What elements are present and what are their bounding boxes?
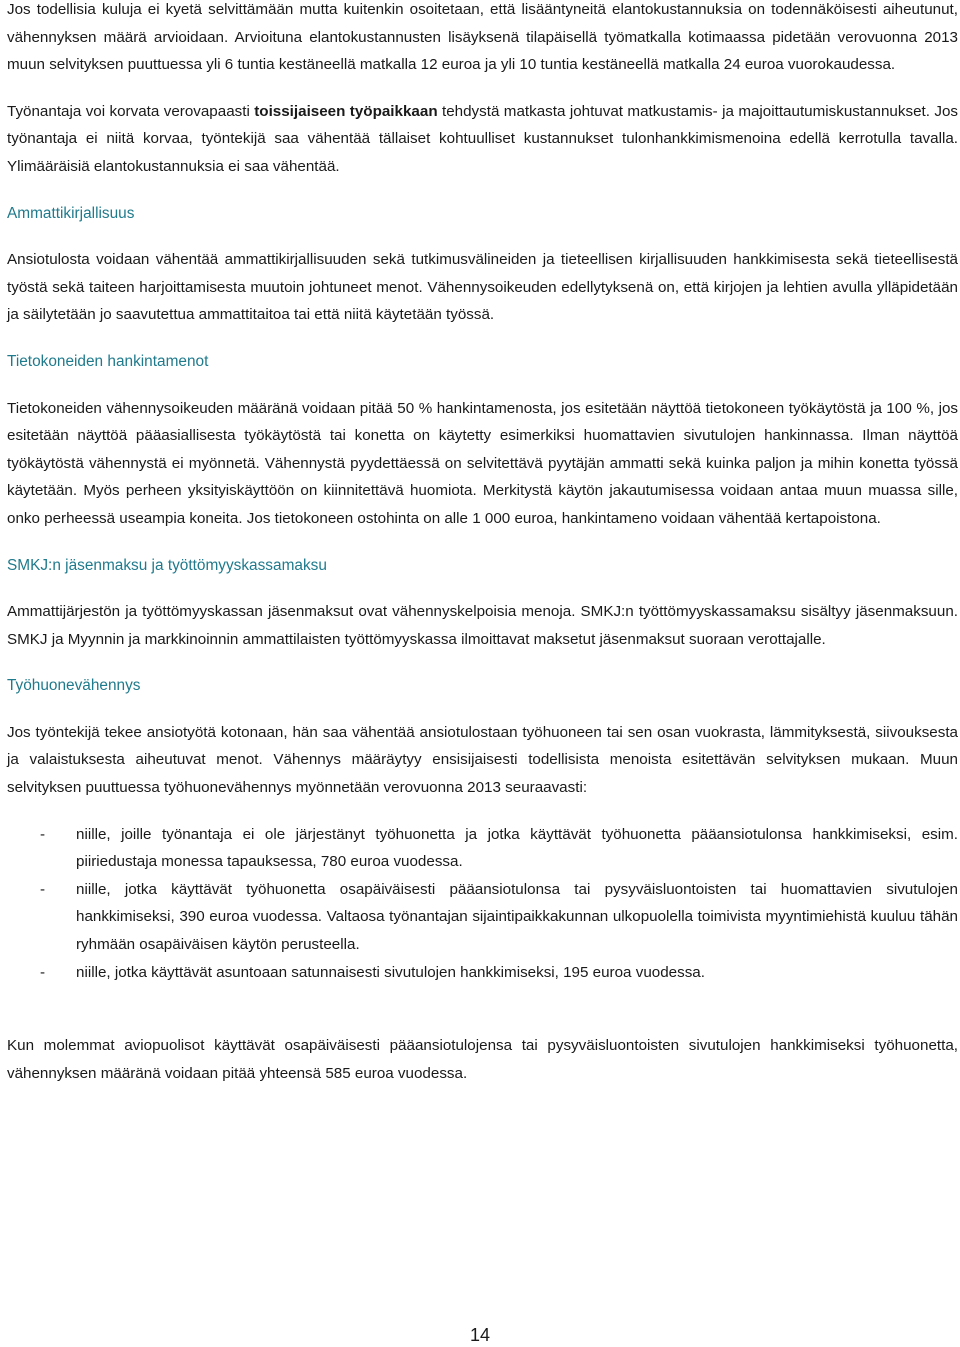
tyohuone-list — [7, 821, 958, 987]
dash-bullet: - — [40, 825, 46, 843]
heading-smkj: SMKJ:n jäsenmaksu ja työttömyyskassamaksu — [7, 556, 327, 574]
heading-ammattikirjallisuus: Ammattikirjallisuus — [7, 204, 135, 222]
paragraph-aviopuolisot: Kun molemmat aviopuolisot käyttävät osapäiväisesti pääansiotulojensa tai pysyväisluontoisten sivutulojen hankkimiseksi työhuonetta, vähennyksen määränä voidaan pitää yhteensä 585 euroa vuodessa. — [7, 1037, 958, 1082]
paragraph-text: tehdystä matkasta johtuvat matkustamis- ja majoittautumiskustannukset. Jos työnantaja ei niitä korvaa, työntekijä saa vähentää tällaiset kohtuulliset kustannukset tulonhankkimismenoina edellä kerrotulla tavalla. Ylimääräisiä elantokustannuksia ei saa vähentää. — [7, 102, 958, 175]
list-item — [7, 959, 958, 987]
bold-term: toissijaiseen työpaikkaan — [254, 102, 438, 120]
paragraph-elantokustannukset: Jos todellisia kuluja ei kyetä selvittämään mutta kuitenkin osoitetaan, että lisääntyneitä elantokustannuksia on todennäköisesti aiheutunut, vähennyksen määrä arvioidaan. Arvioituna elantokustannusten lisäyksenä tilapäisellä työmatkalla kotimaassa pidetään verovuonna 2013 muun selvityksen puuttuessa yli 6 tuntia kestäneellä matkalla 12 euroa ja yli 10 tuntia kestäneellä matkalla 24 euroa vuorokaudessa. — [7, 1, 958, 74]
paragraph-tyohuone: Jos työntekijä tekee ansiotyötä kotonaan, hän saa vähentää ansiotulostaan työhuoneen tai sen osan vuokrasta, lämmityksestä, siivouksesta ja valaistuksesta aiheutuvat menot. Vähennys määräytyy ensisijaisesti todellisista menoista esitettävän selvityksen mukaan. Muun selvityksen puuttuessa työhuonevähennys myönnetään verovuonna 2013 seuraavasti: — [7, 723, 958, 797]
list-item-text: niille, jotka käyttävät työhuonetta osapäiväisesti pääansiotulonsa tai pysyväisluontoisten tai huomattavien sivutulojen hankkimiseksi, 390 euroa vuodessa. Valtaosa työnantajan sijaintipaikkakunnan ulkopuolella toimivista myyntimiehistä kuuluu tähän ryhmään osapäiväisen käytön perusteella. — [76, 880, 958, 954]
heading-tyohuone: Työhuonevähennys — [7, 677, 141, 695]
paragraph-toissijainen-tyopaikka — [7, 98, 958, 181]
list-item — [7, 821, 958, 876]
heading-tietokoneet: Tietokoneiden hankintamenot — [7, 352, 209, 370]
list-item-text: niille, jotka käyttävät asuntoaan satunnaisesti sivutulojen hankkimiseksi, 195 euroa vuodessa. — [76, 963, 705, 981]
document-page — [7, 0, 958, 1087]
paragraph-ammattikirjallisuus: Ansiotulosta voidaan vähentää ammattikirjallisuuden sekä tutkimusvälineiden ja tieteellisen kirjallisuuden hankkimisesta sekä tieteellisestä työstä sekä taiteen harjoittamisesta muutoin johtuneet menot. Vähennysoikeuden edellytyksenä on, että kirjojen ja lehtien avulla ylläpidetään ja säilytetään jo saavutettua ammattitaitoa tai että niitä käytetään työssä. — [7, 251, 958, 324]
page-number: 14 — [469, 1325, 491, 1345]
list-item-text: niille, joille työnantaja ei ole järjestänyt työhuonetta ja jotka käyttävät työhuonetta pääansiotulonsa hankkimiseksi, esim. piiriedustaja monessa tapauksessa, 780 euroa vuodessa. — [76, 825, 958, 871]
dash-bullet: - — [40, 880, 46, 898]
dash-bullet: - — [40, 963, 46, 981]
paragraph-smkj: Ammattijärjestön ja työttömyyskassan jäsenmaksut ovat vähennyskelpoisia menoja. SMKJ:n työttömyyskassamaksu sisältyy jäsenmaksuun. SMKJ ja Myynnin ja markkinoinnin ammattilaisten työttömyyskassa ilmoittavat maksetut jäsenmaksut suoraan verottajalle. — [7, 603, 958, 648]
paragraph-tietokoneet: Tietokoneiden vähennysoikeuden määränä voidaan pitää 50 % hankintamenosta, jos esitetään näyttöä tietokoneen työkäytöstä ja 100 %, jos esitetään näyttöä pääasiallisesta työkäytöstä tai konetta on käytetty esimerkiksi huomattavien sivutulojen hankinnassa. Ilman näyttöä työkäytöstä vähennystä ei myönnetä. Vähennystä pyydettäessä on selvitettävä pyytäjän ammatti sekä kuinka paljon ja mihin konetta työssä käytetään. Myös perheen yksityiskäyttöön on kiinnitettävä huomiota. Merkitystä käytön jakautumisessa voidaan antaa muun muassa sille, onko perheessä useampia koneita. Jos tietokoneen ostohinta on alle 1 000 euroa, hankintameno voidaan vähentää kertapoistona. — [7, 399, 958, 527]
list-item — [7, 876, 958, 959]
paragraph-text: Työnantaja voi korvata verovapaasti — [7, 102, 255, 120]
